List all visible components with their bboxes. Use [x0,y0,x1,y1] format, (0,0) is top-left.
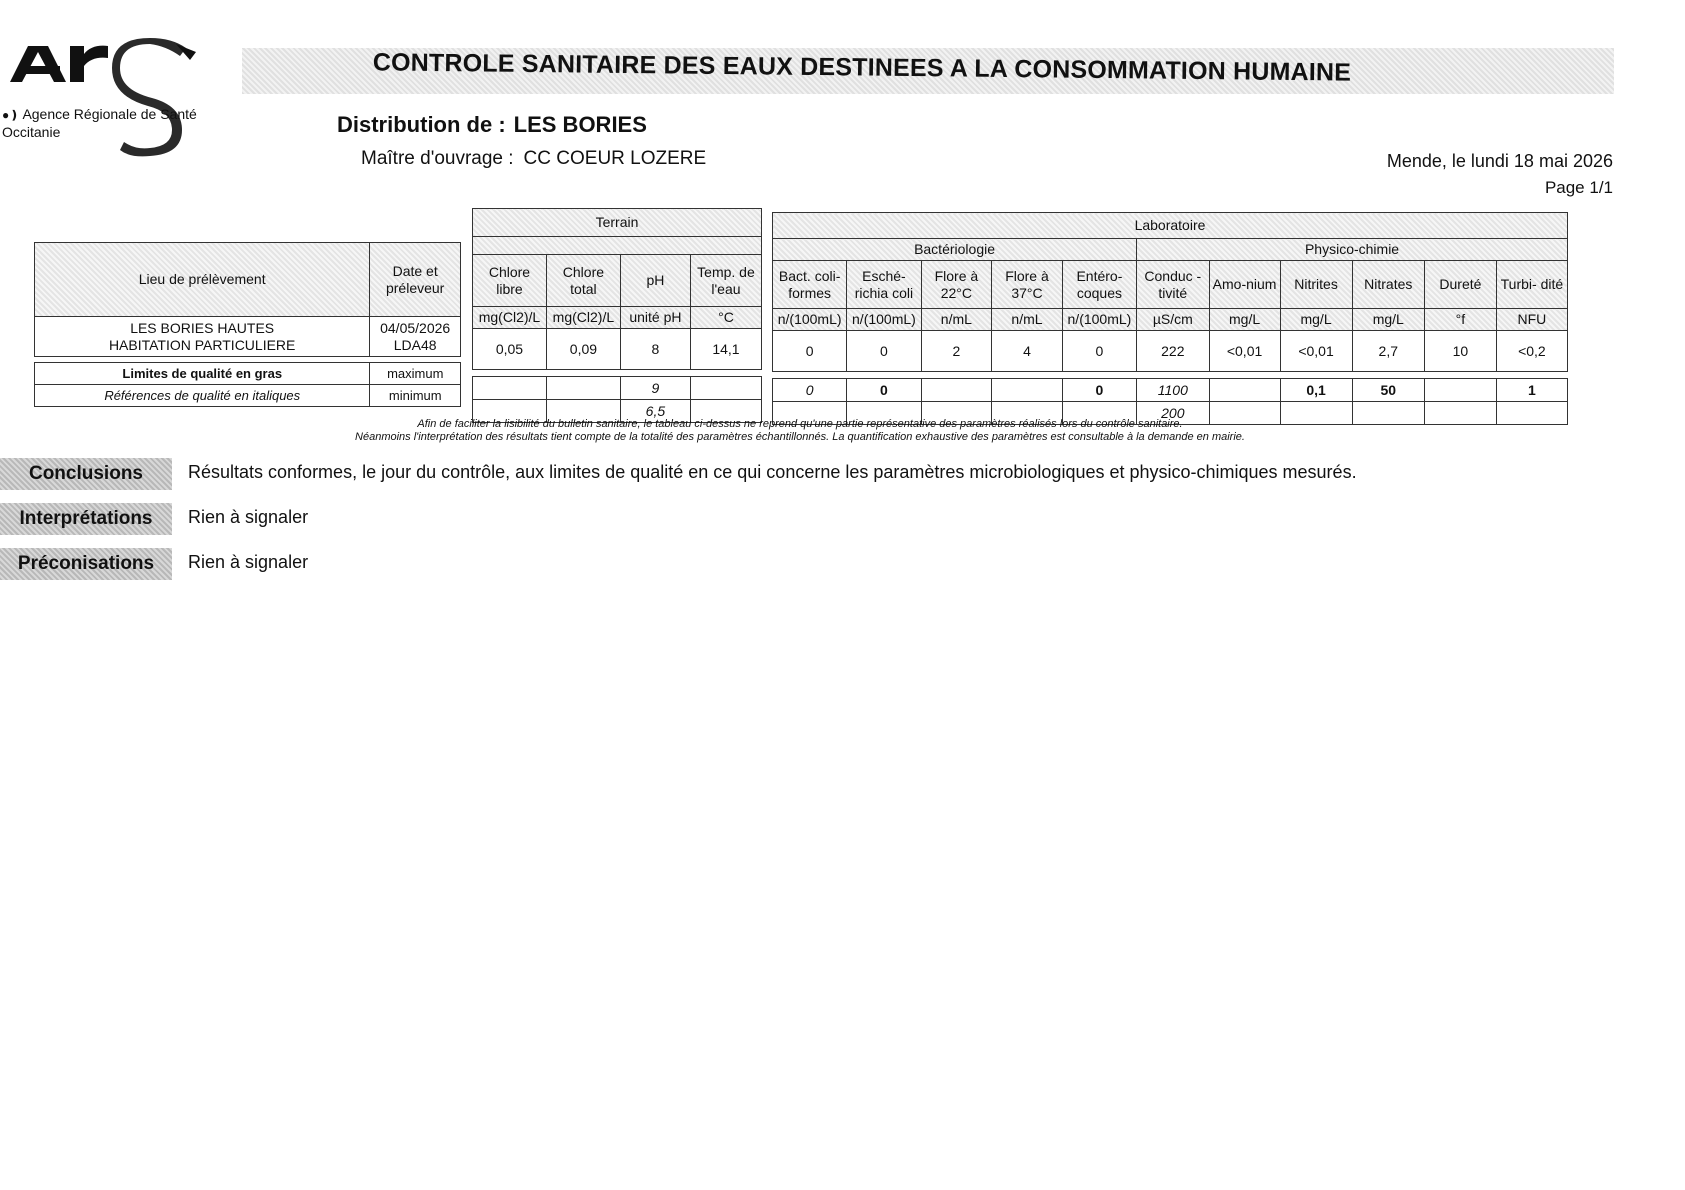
unit-bact-coliformes: n/(100mL) [773,309,847,331]
unit-durete: °f [1425,309,1497,331]
max-flore-22 [921,379,992,402]
col-ph: pH [620,255,690,307]
max-durete [1425,379,1497,402]
col-ammonium: Amo-nium [1209,261,1280,309]
value-enterocoques: 0 [1062,331,1136,372]
col-chlore-total: Chlore total [546,255,620,307]
max-chlore-total [546,377,620,400]
table-note-line2: Néanmoins l'interprétation des résultats tient compte de la totalité des paramètres échantillonnés. La quantification exhaustive des paramètres est consultable à la demande en mairie. [355,431,1245,443]
limits-legend-table [34,362,461,407]
preconisations-text: Rien à signaler [188,552,309,572]
maitre-value: CC COEUR LOZERE [523,148,707,169]
col-nitrites: Nitrites [1280,261,1352,309]
max-flore-37 [992,379,1063,402]
min-ph: 6,5 [620,400,690,423]
unit-chlore-libre: mg(Cl2)/L [473,307,547,329]
terrain-subheader [473,237,762,255]
value-ammonium: <0,01 [1209,331,1280,372]
interpretations-text: Rien à signaler [188,507,309,527]
limits-minimum-label: minimum [370,385,461,407]
unit-conductivite: µS/cm [1137,309,1210,331]
value-nitrites: <0,01 [1280,331,1352,372]
max-ph: 9 [620,377,690,400]
terrain-title: Terrain [473,209,762,237]
value-chlore-total: 0,09 [546,329,620,370]
sample-location [35,317,370,357]
sample-date-value: 04/05/2026 [380,319,451,336]
unit-nitrates: mg/L [1352,309,1424,331]
col-header-lieu: Lieu de prélèvement [35,243,370,317]
col-durete: Dureté [1425,261,1497,309]
min-turbidite [1496,402,1567,425]
interpretations-label: Interprétations [0,503,172,535]
table-note [290,418,1310,444]
maitre-label: Maître d'ouvrage : [361,148,514,169]
value-ph: 8 [620,329,690,370]
max-nitrates: 50 [1352,379,1424,402]
conclusions-label: Conclusions [0,458,172,490]
unit-flore-37: n/mL [992,309,1063,331]
bacterio-title: Bactériologie [773,239,1137,261]
laboratoire-table [772,212,1568,425]
unit-temperature: °C [690,307,761,329]
col-nitrates: Nitrates [1352,261,1424,309]
col-flore-37: Flore à 37°C [992,261,1063,309]
max-ammonium [1209,379,1280,402]
sample-location-line1: LES BORIES HAUTES [130,319,275,336]
unit-escherichia-coli: n/(100mL) [847,309,921,331]
max-enterocoques: 0 [1062,379,1136,402]
page-number: Page 1/1 [1544,178,1613,197]
value-escherichia-coli: 0 [847,331,921,372]
max-escherichia-coli: 0 [847,379,921,402]
laboratoire-spacer [773,372,1568,379]
limits-maximum-label: maximum [370,363,461,385]
value-flore-37: 4 [992,331,1063,372]
min-conductivite: 200 [1137,402,1210,425]
col-bact-coliformes: Bact. coli-formes [773,261,847,309]
value-chlore-libre: 0,05 [473,329,547,370]
laboratoire-title: Laboratoire [773,213,1568,239]
max-turbidite: 1 [1496,379,1567,402]
value-nitrates: 2,7 [1352,331,1424,372]
sample-preleveur: LDA48 [393,336,437,353]
logo-agency-name: Agence Régionale de Santé [22,106,197,122]
distribution [337,112,647,138]
col-flore-22: Flore à 22°C [921,261,992,309]
ars-logo [0,38,200,163]
max-temperature [690,377,761,400]
unit-ph: unité pH [620,307,690,329]
ars-logo-mark [0,38,200,163]
physico-title: Physico-chimie [1137,239,1568,261]
max-bact-coliformes: 0 [773,379,847,402]
col-escherichia-coli: Esché-richia coli [847,261,921,309]
logo-dot-icon: ●❫ [2,108,20,122]
limits-legend-bold: Limites de qualité en gras [35,363,370,385]
col-enterocoques: Entéro-coques [1062,261,1136,309]
col-turbidite: Turbi- dité [1496,261,1567,309]
col-conductivite: Conduc -tivité [1137,261,1210,309]
sample-date [370,317,461,357]
ars-logo-agency [2,106,197,123]
unit-flore-22: n/mL [921,309,992,331]
value-temperature: 14,1 [690,329,761,370]
refs-legend-italic: Références de qualité en italiques [35,385,370,407]
table-note-line1: Afin de faciliter la lisibilité du bulletin sanitaire, le tableau ci-dessus ne reprend qu'une partie représentative des paramètres réalisés lors du contrôle sanitaire. [417,418,1183,430]
col-temperature: Temp. de l'eau [690,255,761,307]
min-nitrates [1352,402,1424,425]
value-durete: 10 [1425,331,1497,372]
value-bact-coliformes: 0 [773,331,847,372]
preconisations-label: Préconisations [0,548,172,580]
max-nitrites: 0,1 [1280,379,1352,402]
distribution-label: Distribution de : [337,112,506,137]
page-title: CONTROLE SANITAIRE DES EAUX DESTINEES A LA CONSOMMATION HUMAINE [372,48,1352,87]
maitre-ouvrage [361,148,706,170]
unit-enterocoques: n/(100mL) [1062,309,1136,331]
terrain-spacer [473,370,762,377]
unit-ammonium: mg/L [1209,309,1280,331]
unit-nitrites: mg/L [1280,309,1352,331]
value-flore-22: 2 [921,331,992,372]
unit-chlore-total: mg(Cl2)/L [546,307,620,329]
col-header-date: Date et préleveur [370,243,461,317]
sample-location-line2: HABITATION PARTICULIERE [108,336,296,353]
terrain-table [472,208,762,423]
distribution-value: LES BORIES [513,112,647,137]
max-chlore-libre [473,377,547,400]
value-conductivite: 222 [1137,331,1210,372]
logo-region: Occitanie [2,124,61,140]
value-turbidite: <0,2 [1496,331,1567,372]
sample-table [34,242,461,357]
unit-turbidite: NFU [1496,309,1567,331]
col-chlore-libre: Chlore libre [473,255,547,307]
report-date: Mende, le lundi 18 mai 2026 [1386,151,1613,171]
min-durete [1425,402,1497,425]
max-conductivite: 1100 [1137,379,1210,402]
conclusions-text: Résultats conformes, le jour du contrôle, aux limites de qualité en ce qui concerne les paramètres microbiologiques et physico-chimiques mesurés. [188,462,1357,482]
